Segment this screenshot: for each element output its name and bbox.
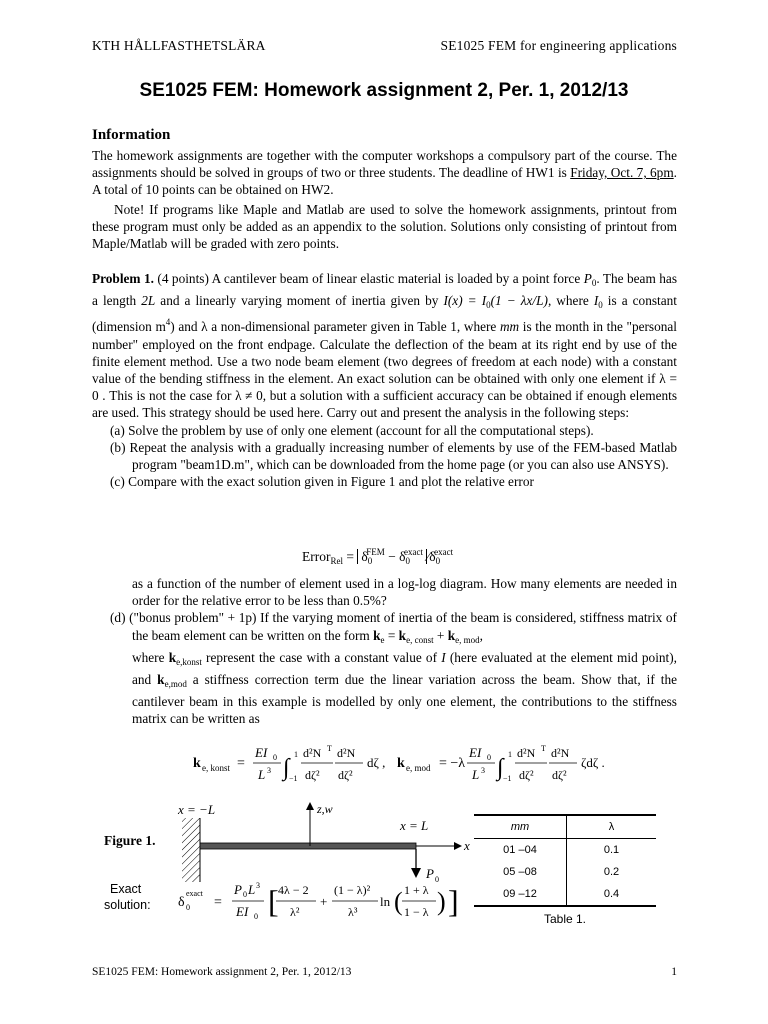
svg-text:∫: ∫	[497, 755, 504, 781]
table-row: 05 –08 0.2	[474, 861, 656, 883]
problem-1	[92, 270, 677, 490]
svg-text:(1 − λ)²: (1 − λ)²	[334, 883, 371, 897]
lambda-table	[474, 814, 656, 907]
svg-text:= −λ: = −λ	[439, 756, 466, 771]
svg-text:e, konst: e, konst	[202, 763, 230, 773]
svg-text:L: L	[248, 882, 256, 897]
svg-text:−1: −1	[503, 774, 512, 783]
svg-text:0: 0	[243, 890, 247, 899]
svg-text:EI: EI	[255, 745, 268, 760]
load-label: P	[426, 866, 434, 881]
svg-text:λ²: λ²	[290, 905, 300, 919]
svg-text:]: ]	[448, 883, 459, 919]
table-header-lambda: λ	[608, 821, 615, 833]
svg-text:0: 0	[254, 912, 258, 921]
svg-text:dζ ,: dζ ,	[367, 755, 386, 770]
svg-text:EI: EI	[236, 904, 249, 919]
svg-text:(: (	[394, 887, 403, 916]
svg-text:1: 1	[294, 750, 298, 759]
svg-text:3: 3	[481, 766, 485, 775]
information-section	[92, 147, 677, 252]
table-row: 09 –12 0.4	[474, 883, 656, 906]
footer-text: SE1025 FEM: Homework assignment 2, Per. 1, 2012/13	[92, 966, 352, 978]
svg-text:P: P	[234, 882, 242, 897]
svg-text:1: 1	[508, 750, 512, 759]
svg-text:[: [	[268, 883, 279, 919]
svg-text:k: k	[397, 756, 405, 771]
svg-text:dζ²: dζ²	[552, 768, 567, 782]
x-left-label: x = −L	[178, 802, 216, 817]
svg-text:d²N: d²N	[551, 746, 570, 760]
page-number: 1	[671, 966, 677, 978]
step-a: (a) Solve the problem by use of only one element (account for all the computational steps).	[110, 422, 594, 438]
table-header-mm: mm	[474, 815, 567, 839]
exact-solution-formula	[172, 876, 462, 924]
svg-text:T: T	[541, 744, 546, 753]
svg-text:=: =	[214, 895, 222, 910]
svg-text:T: T	[327, 744, 332, 753]
problem-1-continued	[92, 575, 677, 728]
svg-text:1 − λ: 1 − λ	[404, 905, 429, 919]
svg-text:3: 3	[256, 881, 260, 890]
svg-text:dζ²: dζ²	[519, 768, 534, 782]
document-title: SE1025 FEM: Homework assignment 2, Per. 1, 2012/13	[139, 80, 629, 101]
step-c-continued: as a function of the number of element used in a log-log diagram. How many elements are needed in order for the relative error to be less than 0.5%?	[132, 576, 677, 609]
figure-label: Figure 1.	[104, 833, 156, 848]
svg-text:L: L	[472, 767, 480, 782]
relative-error-formula: Error$_{Rel}$ = $\delta_0^{FEM} - \delta_0^{exact}$ $⁄\delta_0^{exact}$	[302, 547, 454, 566]
svg-text:+: +	[320, 894, 328, 909]
svg-text:∫: ∫	[283, 755, 290, 781]
step-c: (c) Compare with the exact solution given in Figure 1 and plot the relative error	[110, 474, 534, 490]
svg-text:0: 0	[487, 753, 491, 762]
svg-text:0: 0	[435, 875, 439, 884]
svg-text:dζ²: dζ²	[338, 768, 353, 782]
svg-text:d²N: d²N	[517, 746, 536, 760]
table-header-row	[474, 815, 656, 839]
running-header-left: KTH HÅLLFASTHETSLÄRA	[92, 38, 266, 53]
x-right-label: x = L	[400, 818, 429, 833]
svg-text:0: 0	[186, 903, 190, 912]
svg-text:0: 0	[273, 753, 277, 762]
stiffness-equation	[185, 735, 645, 787]
exact-solution-label: Exact solution:	[104, 882, 151, 912]
svg-text:λ³: λ³	[348, 905, 358, 919]
information-paragraph-1: The homework assignments are together with the computer workshops a compulsory part of the course. The assignments should be solved in groups of two or three students. The deadline of HW1 is Friday, Oct. 7, 6pm. A total of 10 points can be obtained on HW2.	[92, 148, 677, 198]
information-heading: Information	[92, 127, 171, 143]
wall-support	[182, 818, 200, 882]
svg-text:e, mod: e, mod	[406, 763, 431, 773]
deadline-text: Friday, Oct. 7, 6pm	[570, 165, 674, 181]
information-paragraph-2: Note! If programs like Maple and Matlab are used to solve the homework assignments, printout from these program must only be added as an appendix to the solution. Solutions only consisting of printout from Maple/Matlab will be graded with zero points.	[92, 201, 677, 252]
svg-text:EI: EI	[469, 745, 482, 760]
step-b: (b) Repeat the analysis with a gradually increasing number of elements by use of the FEM-based Matlab program "beam1D.m", which can be downloaded from the home page (or you can also use ANSYS).	[110, 439, 677, 473]
svg-text:ζdζ .: ζdζ .	[581, 755, 605, 770]
running-header-right: SE1025 FEM for engineering applications	[440, 38, 677, 53]
svg-text:L: L	[258, 767, 266, 782]
problem-statement: Problem 1. (4 points) A cantilever beam of linear elastic material is loaded by a point force $P_0$. The beam has a length 2L and a linearly varying moment of inertia given by $I(x) = I_0(1 - \lambda x/L)$, where $I_0$ is a constant (dimension $m^4$) and λ a non-dimensional parameter given in Table 1, where mm is the month in the "personal number" employed on the front endpage. Calculate the deflection of the beam at its right end by use of the finite element method. Use a two node beam element (two degrees of freedom at each node) with a constant value of the bending stiffness in the element. An exact solution can be obtained with only one element if λ = 0 . This is not the case for λ ≠ 0, but a solution with a sufficient accuracy can be obtained if enough elements are used. This strategy should be used here. Carry out and present the analysis in the following steps:	[92, 271, 677, 421]
svg-text:1 + λ: 1 + λ	[404, 883, 429, 897]
step-d: (d) ("bonus problem" + 1p) If the varying moment of inertia of the beam is considered, stiffness matrix of the beam element can be written on the form $k_e = k_{e, const} + k_{e, mod}$,	[110, 610, 677, 645]
svg-text:−1: −1	[289, 774, 298, 783]
cantilever-beam	[200, 843, 416, 849]
svg-text:d²N: d²N	[337, 746, 356, 760]
table-row: 01 –04 0.1	[474, 839, 656, 862]
svg-text:=: =	[237, 756, 245, 771]
svg-text:): )	[437, 887, 446, 916]
svg-text:δ: δ	[178, 895, 185, 910]
svg-text:3: 3	[267, 766, 271, 775]
z-axis-label: z,w	[317, 802, 333, 816]
svg-text:exact: exact	[186, 889, 203, 898]
x-axis-label: x	[464, 838, 470, 853]
svg-text:4λ − 2: 4λ − 2	[278, 883, 309, 897]
step-d-continued: where $k_{e,konst}$ represent the case with a constant value of I (here evaluated at the element mid point), and $k_{e,mod}$ a stiffness correction term due the linear variation across the beam. Show that, if the cantilever beam in this example is modelled by only one element, the contributions to the stiffness matrix can be written as	[132, 649, 677, 727]
table-1	[474, 814, 656, 926]
svg-text:k: k	[193, 756, 201, 771]
table-caption: Table 1.	[543, 912, 587, 926]
svg-text:ln: ln	[380, 894, 391, 909]
svg-text:dζ²: dζ²	[305, 768, 320, 782]
svg-text:d²N: d²N	[303, 746, 322, 760]
